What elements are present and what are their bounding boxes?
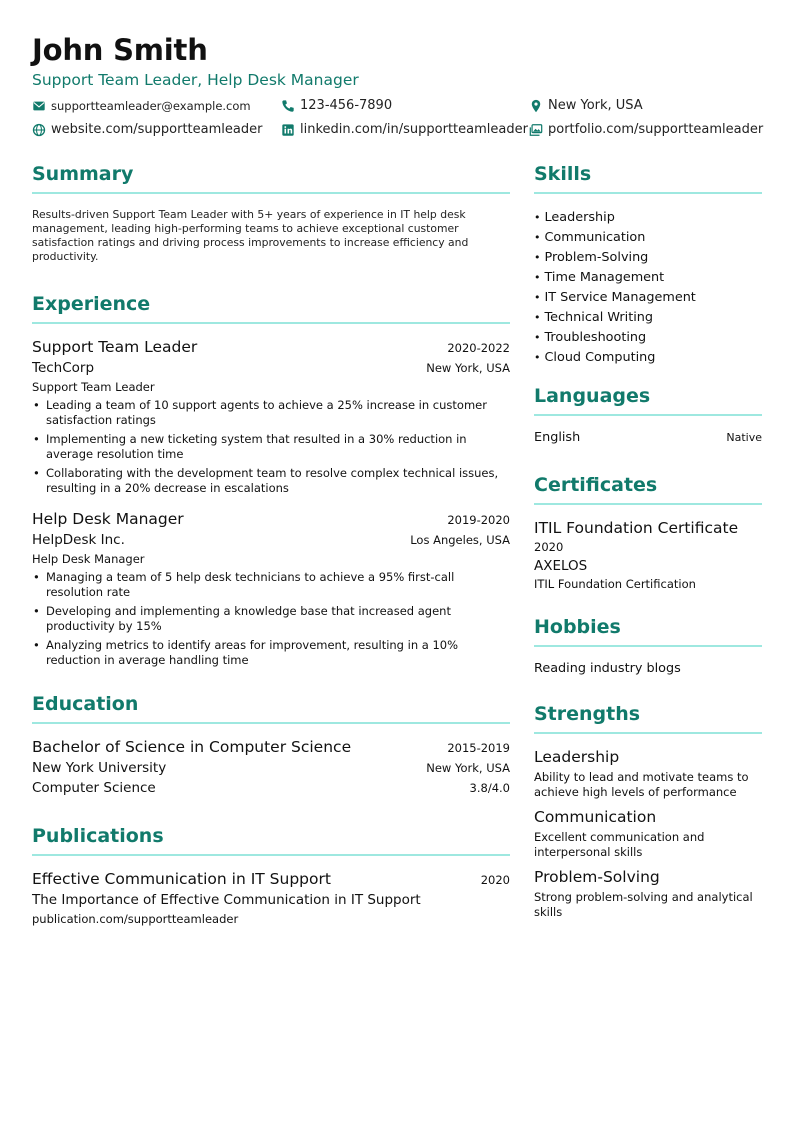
contact-email[interactable] [32, 99, 251, 113]
contact-website[interactable] [32, 122, 262, 137]
skill-item: • Problem-Solving [534, 248, 762, 268]
company-name: TechCorp [32, 360, 95, 376]
job-title: Help Desk Manager [32, 510, 184, 528]
education-entry [32, 738, 510, 796]
bullet-item: • Leading a team of 10 support agents to achieve a 25% increase in customer satisfaction ratings [32, 398, 510, 428]
skill-item: • Cloud Computing [534, 348, 762, 368]
strength-title: Leadership [534, 748, 620, 766]
contact-portfolio[interactable] [529, 122, 763, 137]
experience-entry [32, 510, 510, 668]
publication-entry [32, 870, 510, 926]
publication-name: Effective Communication in IT Support [32, 870, 331, 888]
strengths-heading: Strengths [534, 700, 762, 734]
portfolio-text: portfolio.com/supportteamleader [548, 122, 764, 137]
certificate-entry [534, 519, 762, 591]
contact-phone[interactable] [281, 98, 392, 113]
contact-linkedin[interactable] [281, 122, 528, 137]
location-text: New York, USA [548, 98, 643, 113]
strength-entry [534, 808, 762, 860]
bullet-item: • Implementing a new ticketing system that resulted in a 30% reduction in average resolution time [32, 432, 510, 462]
skills-list [534, 208, 762, 368]
education-dates: 2015-2019 [447, 741, 510, 755]
strength-description: Excellent communication and interpersonal skills [534, 830, 705, 859]
skill-item: • Troubleshooting [534, 328, 762, 348]
candidate-role: Support Team Leader, Help Desk Manager [32, 71, 359, 89]
skills-heading: Skills [534, 160, 762, 194]
hobby-item: Reading industry blogs [534, 661, 681, 676]
phone-icon [281, 99, 295, 113]
language-row [534, 430, 762, 445]
bullet-item: • Managing a team of 5 help desk technicians to achieve a 95% first-call resolution rate [32, 570, 510, 600]
publication-link[interactable]: publication.com/supportteamleader [32, 912, 239, 926]
experience-entry [32, 338, 510, 496]
certificate-year: 2020 [534, 540, 564, 554]
education-heading: Education [32, 690, 510, 724]
publication-year: 2020 [480, 873, 510, 887]
hobbies-heading: Hobbies [534, 613, 762, 647]
degree-name: Bachelor of Science in Computer Science [32, 738, 352, 756]
language-name: English [534, 430, 581, 445]
linkedin-text: linkedin.com/in/supportteamleader [300, 122, 528, 137]
strength-entry [534, 748, 762, 800]
job-position: Support Team Leader [32, 380, 155, 394]
languages-heading: Languages [534, 382, 762, 416]
bullet-item: • Analyzing metrics to identify areas for improvement, resulting in a 10% reduction in average handling time [32, 638, 510, 668]
contact-location [529, 98, 643, 113]
job-bullets [32, 398, 510, 496]
bullet-item: • Collaborating with the development team to resolve complex technical issues, resulting in a 20% decrease in escalations [32, 466, 510, 496]
linkedin-icon [281, 123, 295, 137]
email-text: supportteamleader@example.com [51, 99, 251, 113]
certificate-name: ITIL Foundation Certificate [534, 519, 739, 537]
publication-subtitle: The Importance of Effective Communication in IT Support [32, 892, 421, 908]
location-pin-icon [529, 99, 543, 113]
job-bullets [32, 570, 510, 668]
job-location: Los Angeles, USA [410, 533, 510, 547]
job-dates: 2019-2020 [447, 513, 510, 527]
certificate-issuer: AXELOS [534, 558, 588, 574]
right-column [534, 160, 762, 928]
field-of-study: Computer Science [32, 780, 156, 796]
job-position: Help Desk Manager [32, 552, 145, 566]
certificate-description: ITIL Foundation Certification [534, 577, 696, 591]
job-location: New York, USA [426, 361, 510, 375]
skill-item: • IT Service Management [534, 288, 762, 308]
certificates-heading: Certificates [534, 471, 762, 505]
portfolio-icon [529, 123, 543, 137]
candidate-name: John Smith [32, 33, 208, 67]
language-level: Native [726, 431, 762, 444]
school-name: New York University [32, 760, 167, 776]
school-location: New York, USA [426, 761, 510, 775]
company-name: HelpDesk Inc. [32, 532, 125, 548]
strength-description: Ability to lead and motivate teams to achieve high levels of performance [534, 770, 749, 799]
job-dates: 2020-2022 [447, 341, 510, 355]
phone-text: 123-456-7890 [300, 98, 393, 113]
skill-item: • Communication [534, 228, 762, 248]
skill-item: • Technical Writing [534, 308, 762, 328]
globe-icon [32, 123, 46, 137]
publications-heading: Publications [32, 822, 510, 856]
left-column [32, 160, 510, 926]
envelope-icon [32, 99, 46, 113]
skill-item: • Time Management [534, 268, 762, 288]
summary-heading: Summary [32, 160, 510, 194]
bullet-item: • Developing and implementing a knowledge base that increased agent productivity by 15% [32, 604, 510, 634]
strength-description: Strong problem-solving and analytical skills [534, 890, 753, 919]
gpa-value: 3.8/4.0 [469, 781, 510, 795]
strength-title: Problem-Solving [534, 868, 660, 886]
job-title: Support Team Leader [32, 338, 198, 356]
website-text: website.com/supportteamleader [51, 122, 263, 137]
skill-item: • Leadership [534, 208, 762, 228]
strength-title: Communication [534, 808, 657, 826]
experience-heading: Experience [32, 290, 510, 324]
summary-text: Results-driven Support Team Leader with 5+ years of experience in IT help desk management, leading high-performing teams to achieve exceptional customer satisfaction ratings and driving process improvements to increase efficiency and productivity. [32, 208, 469, 263]
strength-entry [534, 868, 762, 920]
